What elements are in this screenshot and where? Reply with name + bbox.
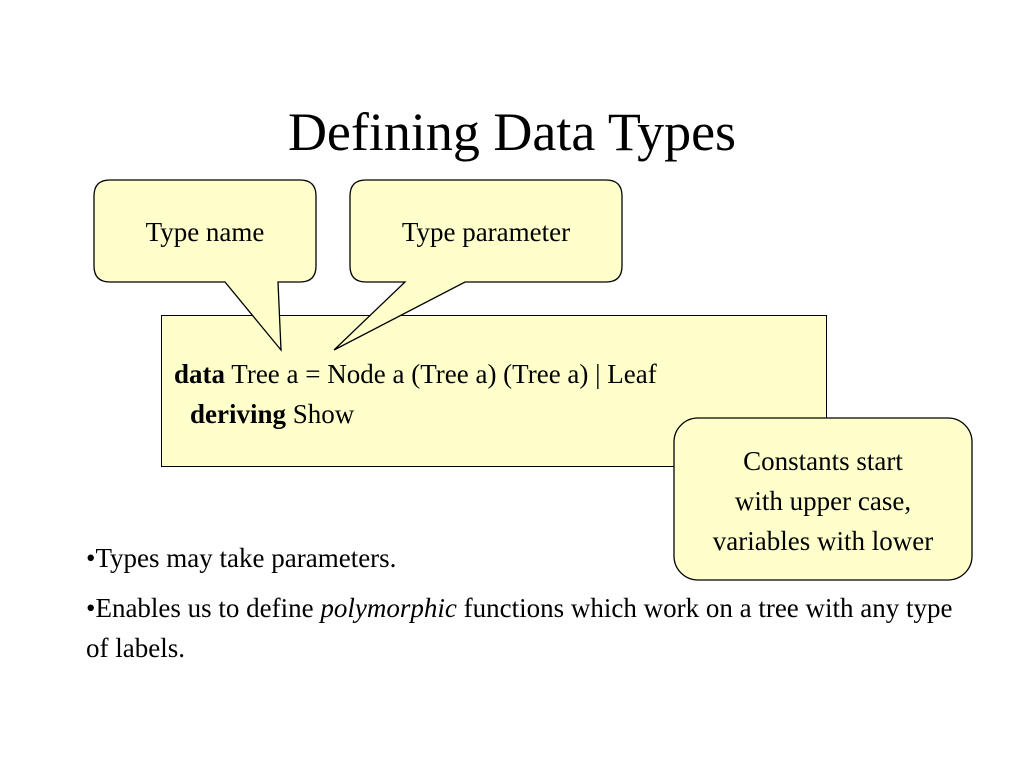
bullet-2-start: •Enables us to define: [86, 593, 321, 623]
callout-constants-line-3: variables with lower: [712, 526, 934, 556]
keyword-deriving: deriving: [190, 399, 287, 429]
bullet-2-emphasis: polymorphic: [320, 593, 457, 623]
callout-constants-line-1: Constants start: [743, 446, 903, 476]
bullet-2-end: functions which work on a tree with any type of labels.: [86, 593, 953, 663]
callout-constants-line-2: with upper case,: [734, 486, 912, 516]
bullet-item-1: •Types may take parameters.: [86, 543, 397, 573]
callout-type-parameter-label: Type parameter: [401, 217, 571, 247]
callout-type-name-label: Type name: [145, 217, 265, 247]
bullet-list: [86, 538, 966, 678]
code-line-1-text: Tree a = Node a (Tree a) (Tree a) | Leaf: [231, 359, 657, 389]
callout-type-parameter-shape: [334, 180, 622, 350]
bullet-item-2: [86, 588, 966, 668]
slide-title: Defining Data Types: [287, 102, 737, 162]
keyword-data: data: [174, 359, 226, 389]
code-line-2-text: Show: [292, 399, 355, 429]
callout-type-name-shape: [94, 180, 316, 350]
